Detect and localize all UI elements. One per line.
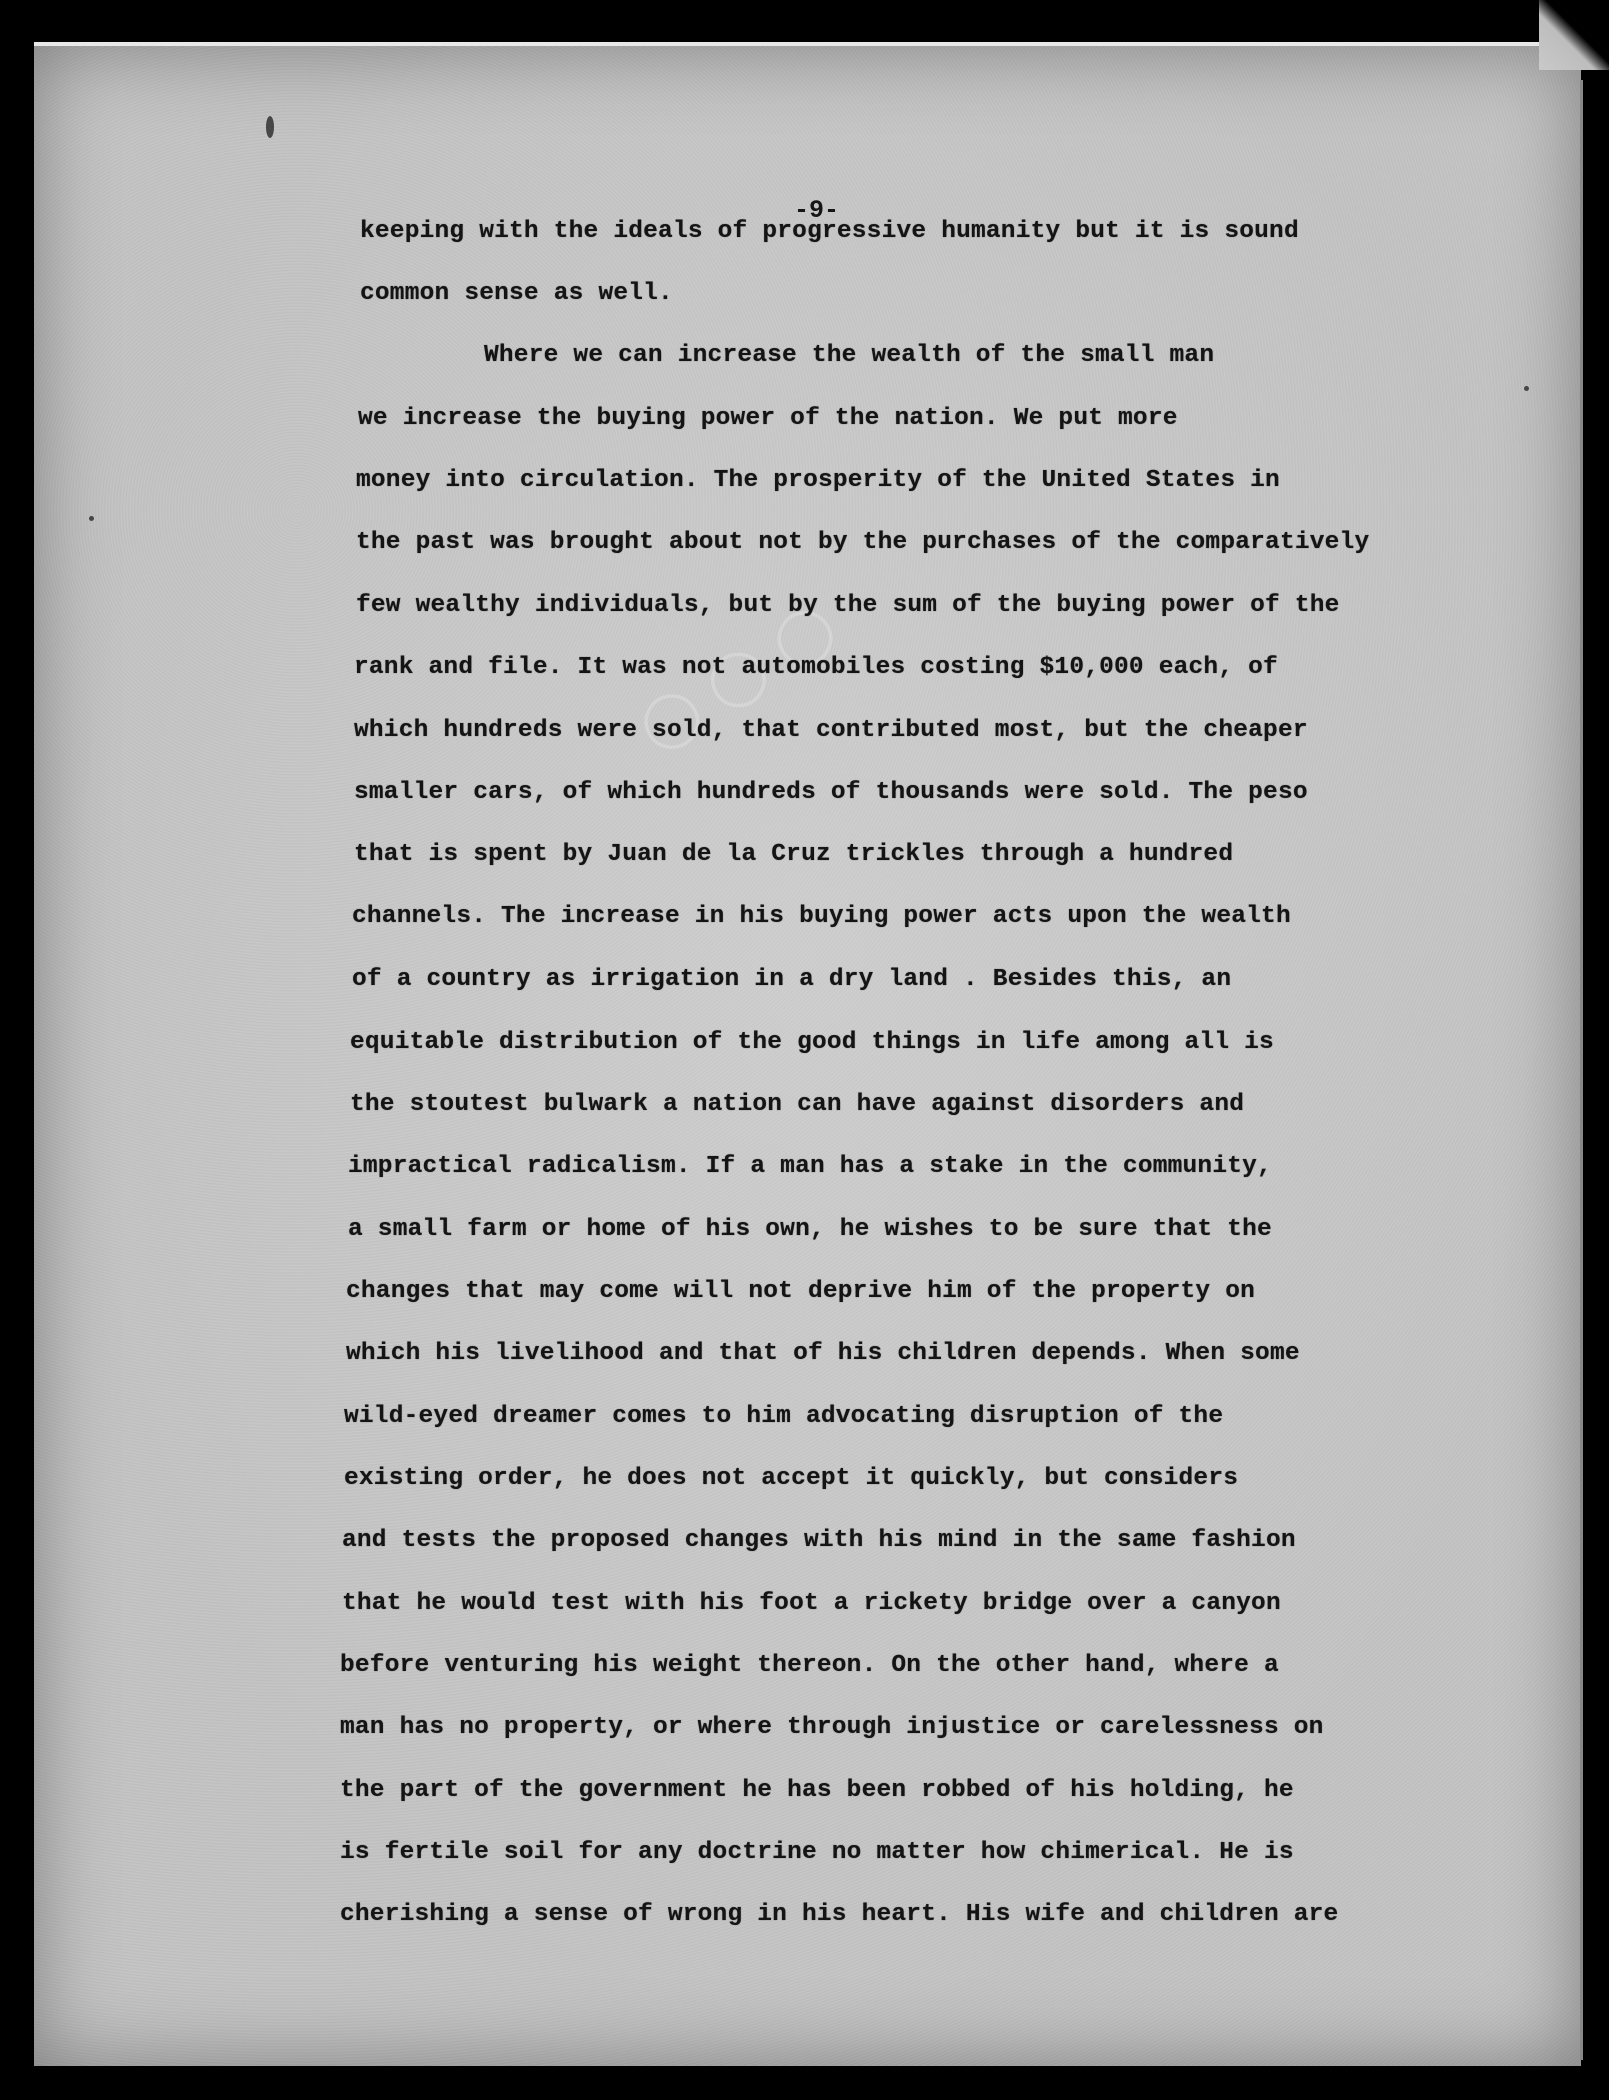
body-line: which hundreds were sold, that contributed most, but the cheaper: [354, 717, 1308, 744]
body-line: few wealthy individuals, but by the sum of the buying power of the: [356, 592, 1340, 619]
body-line: we increase the buying power of the nation. We put more: [358, 405, 1178, 432]
body-line: common sense as well.: [360, 280, 673, 307]
body-line: is fertile soil for any doctrine no matter how chimerical. He is: [340, 1839, 1294, 1866]
body-line: which his livelihood and that of his children depends. When some: [346, 1340, 1300, 1367]
body-line: cherishing a sense of wrong in his heart. His wife and children are: [340, 1901, 1339, 1928]
body-line: impractical radicalism. If a man has a stake in the community,: [348, 1153, 1272, 1180]
body-line: before venturing his weight thereon. On the other hand, where a: [340, 1652, 1279, 1679]
body-line: the part of the government he has been robbed of his holding, he: [340, 1777, 1294, 1804]
body-line: that he would test with his foot a rickety bridge over a canyon: [342, 1590, 1281, 1617]
body-line: changes that may come will not deprive him of the property on: [346, 1278, 1256, 1305]
page-number: -9-: [793, 196, 839, 225]
ink-speck: [89, 516, 94, 521]
ink-smudge: [266, 116, 274, 138]
paper-right-edge: [1580, 80, 1583, 2060]
body-line: money into circulation. The prosperity of the United States in: [356, 467, 1280, 494]
body-line: smaller cars, of which hundreds of thousands were sold. The peso: [354, 779, 1308, 806]
body-line: man has no property, or where through injustice or carelessness on: [340, 1714, 1324, 1741]
body-line: and tests the proposed changes with his mind in the same fashion: [342, 1527, 1296, 1554]
body-line: Where we can increase the wealth of the small man: [484, 342, 1215, 369]
body-line: a small farm or home of his own, he wishes to be sure that the: [348, 1216, 1272, 1243]
torn-corner: [1539, 0, 1609, 70]
body-line: the stoutest bulwark a nation can have against disorders and: [350, 1091, 1245, 1118]
faint-stamp-watermark: ◯◯◯: [628, 584, 860, 760]
body-line: channels. The increase in his buying power acts upon the wealth: [352, 903, 1291, 930]
typewritten-sheet: [34, 46, 1581, 2066]
ink-speck: [1524, 386, 1529, 391]
body-line: that is spent by Juan de la Cruz trickles through a hundred: [354, 841, 1234, 868]
body-line: wild-eyed dreamer comes to him advocating disruption of the: [344, 1403, 1224, 1430]
body-line: of a country as irrigation in a dry land . Besides this, an: [352, 966, 1232, 993]
body-line: rank and file. It was not automobiles costing $10,000 each, of: [354, 654, 1278, 681]
body-line: the past was brought about not by the purchases of the comparatively: [356, 529, 1370, 556]
body-line: equitable distribution of the good things in life among all is: [350, 1029, 1274, 1056]
body-line: keeping with the ideals of progressive humanity but it is sound: [360, 218, 1299, 245]
body-line: existing order, he does not accept it quickly, but considers: [344, 1465, 1239, 1492]
